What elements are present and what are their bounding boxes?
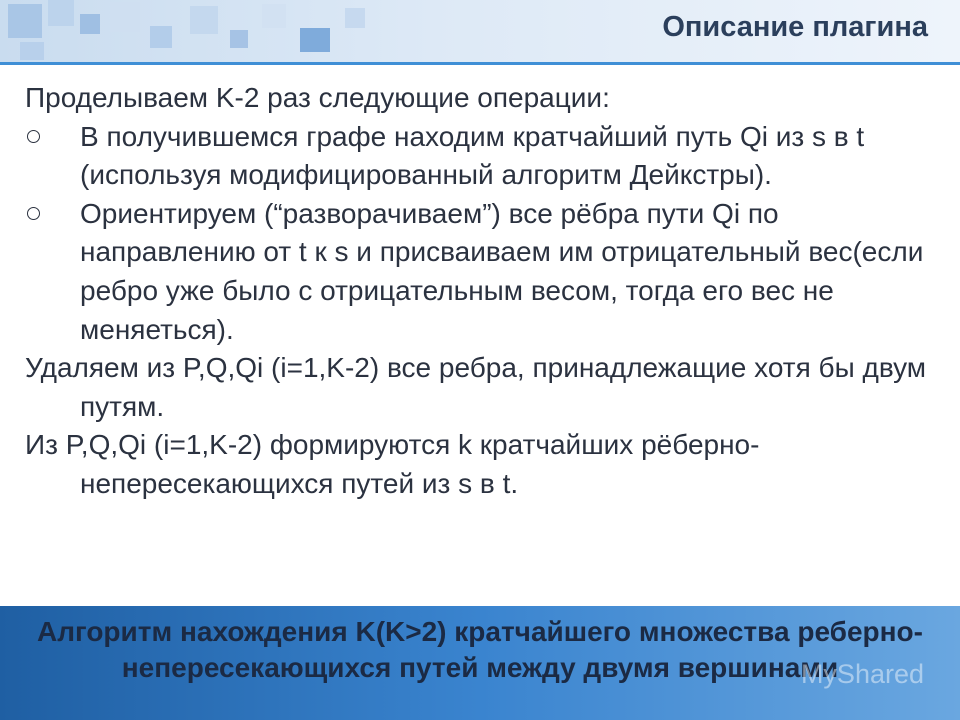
decor-square xyxy=(345,8,365,28)
decor-square xyxy=(230,30,248,48)
step-text: Из P,Q,Qi (i=1,K-2) формируются k кратчайших рёберно-непересекающихся путей из s в t. xyxy=(25,429,760,499)
circle-bullet-icon xyxy=(27,207,40,220)
slide-body xyxy=(25,79,940,504)
header-divider xyxy=(0,62,960,65)
footer-banner xyxy=(0,606,960,720)
header-bar xyxy=(0,0,960,62)
decor-square xyxy=(80,14,100,34)
decor-square xyxy=(20,42,44,60)
decor-square xyxy=(8,4,42,38)
decor-square xyxy=(300,28,330,52)
decor-square xyxy=(190,6,218,34)
decor-square xyxy=(110,2,140,32)
bullet-text: В получившемся графе находим кратчайший путь Qi из s в t (используя модифицированный алгоритм Дейкстры). xyxy=(80,120,865,191)
footer-title: Алгоритм нахождения K(K>2) кратчайшего множества реберно-непересекающихся путей между двумя вершинами xyxy=(37,616,923,683)
bullet-text: Ориентируем (“разворачиваем”) все рёбра пути Qi по направлению от t к s и присваиваем им отрицательный вес(если ребро уже было с отрицательным весом, тогда его вес не меняеться). xyxy=(80,197,924,345)
step-text: Удаляем из P,Q,Qi (i=1,K-2) все ребра, принадлежащие хотя бы двум путям. xyxy=(25,352,927,422)
watermark: MyShared xyxy=(800,659,924,689)
circle-bullet-icon xyxy=(27,130,40,143)
list-item xyxy=(25,195,940,349)
decor-square xyxy=(262,4,286,28)
list-item xyxy=(25,118,940,195)
intro-text: Проделываем K-2 раз следующие операции: xyxy=(25,82,610,113)
decor-square xyxy=(48,0,74,26)
page-title: Описание плагина xyxy=(662,11,928,43)
decor-square xyxy=(150,26,172,48)
